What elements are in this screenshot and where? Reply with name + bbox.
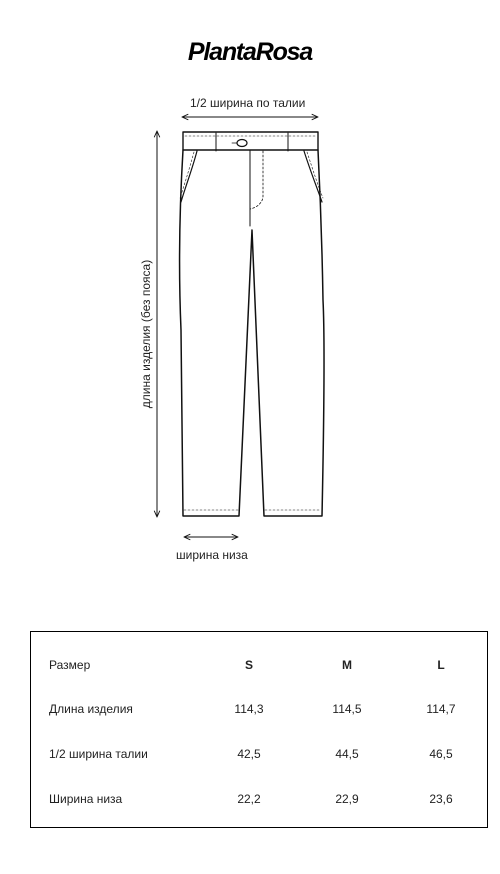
row-value: 114,3 <box>234 702 264 716</box>
row-value: 114,5 <box>332 702 362 716</box>
row-value: 46,5 <box>429 747 453 761</box>
size-l-header: L <box>437 658 445 672</box>
brand-logo: PlantaRosa <box>187 38 313 66</box>
row-value: 23,6 <box>429 792 453 806</box>
header-label: Размер <box>49 658 91 672</box>
table-row <box>31 744 487 764</box>
waist-measure-label: 1/2 ширина по талии <box>190 96 306 110</box>
row-value: 22,9 <box>335 792 359 806</box>
length-measure-label: длина изделия (без пояса) <box>139 259 153 409</box>
row-value: 114,7 <box>426 702 456 716</box>
hem-measure-label: ширина низа <box>176 548 248 562</box>
table-row <box>31 699 487 719</box>
row-value: 22,2 <box>237 792 261 806</box>
size-table <box>30 631 488 828</box>
row-label: Длина изделия <box>49 702 133 716</box>
table-row <box>31 789 487 809</box>
row-value: 44,5 <box>335 747 359 761</box>
trousers-outline <box>180 132 325 516</box>
row-label: 1/2 ширина талии <box>49 747 148 761</box>
table-header-row <box>31 655 487 675</box>
row-value: 42,5 <box>237 747 261 761</box>
size-s-header: S <box>244 658 254 672</box>
row-label: Ширина низа <box>49 792 123 806</box>
size-m-header: M <box>342 658 352 672</box>
